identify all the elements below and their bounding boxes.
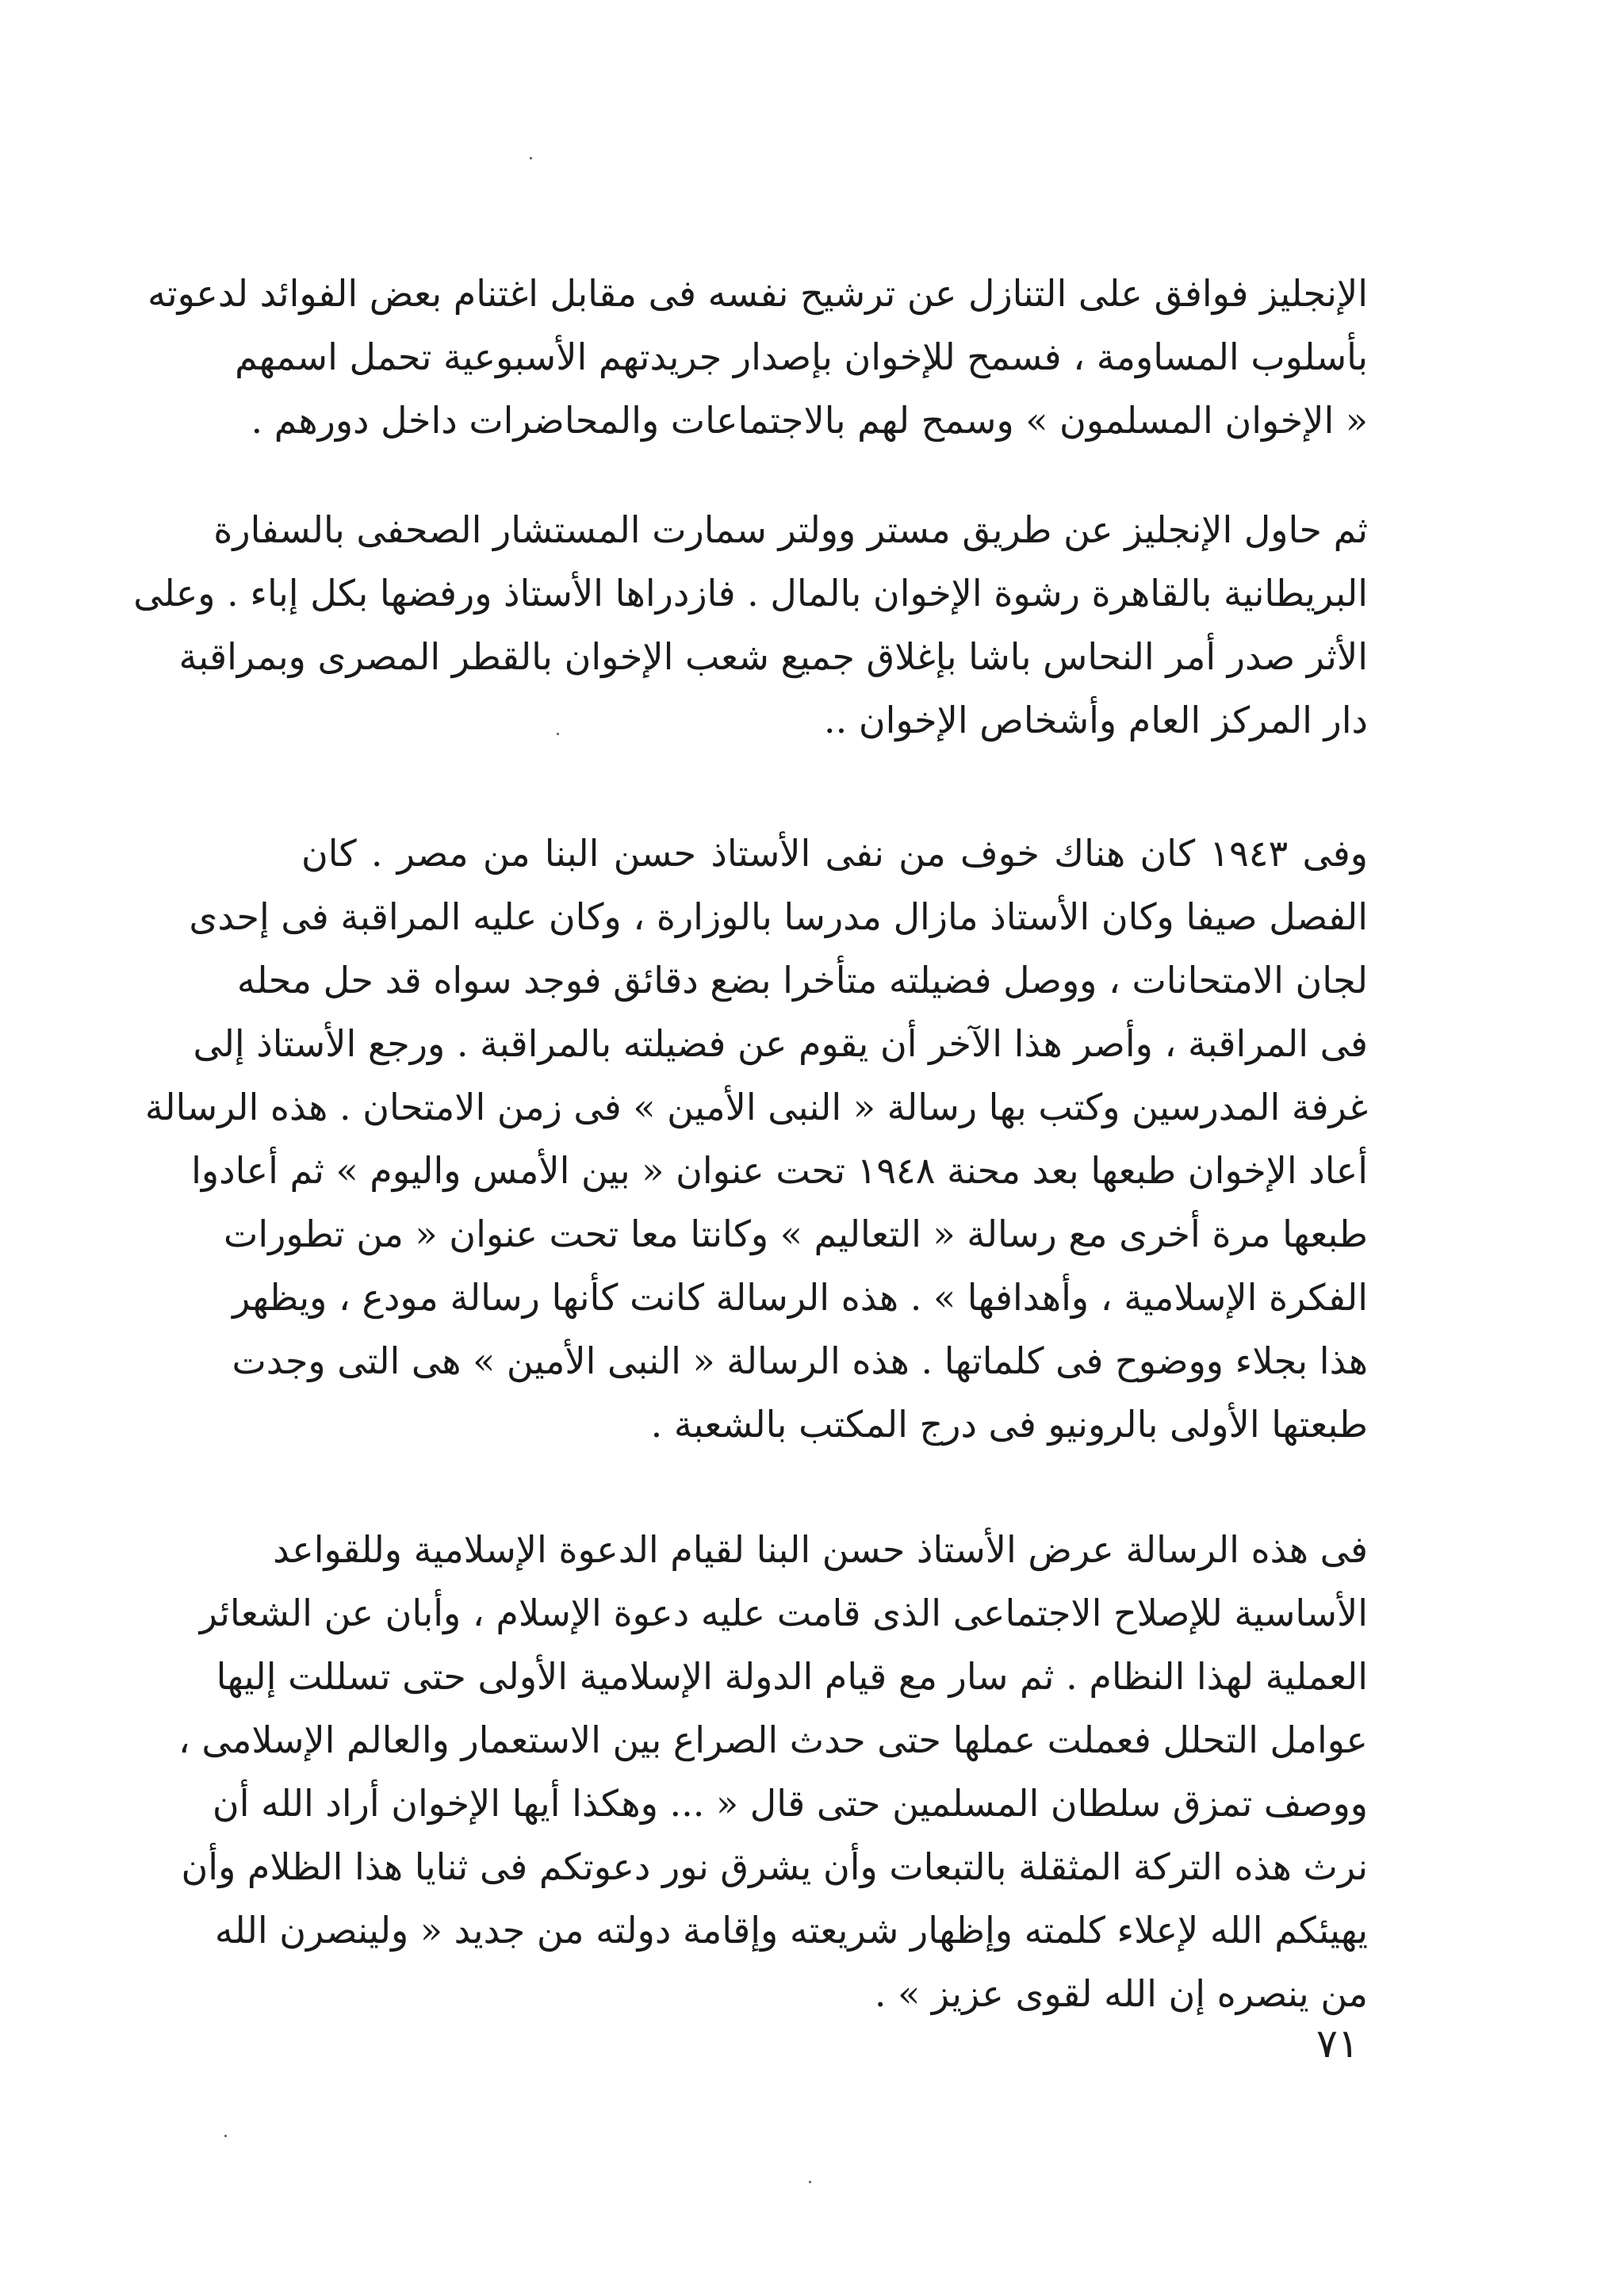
text-line: الأساسية للإصلاح الاجتماعى الذى قامت عليه دعوة الإسلام ، وأبان عن الشعائر	[199, 1592, 1368, 1634]
text-line: الإنجليز فوافق على التنازل عن ترشيح نفسه فى مقابل اغتنام بعض الفوائد لدعوته	[147, 272, 1368, 315]
page-body	[133, 262, 1368, 2025]
text-line: فى هذه الرسالة عرض الأستاذ حسن البنا لقيام الدعوة الإسلامية وللقواعد	[273, 1528, 1368, 1571]
text-line: أعاد الإخوان طبعها بعد محنة ١٩٤٨ تحت عنوان « بين الأمس واليوم » ثم أعادوا	[191, 1149, 1368, 1192]
scan-speck	[557, 733, 559, 735]
text-line: نرث هذه التركة المثقلة بالتبعات وأن يشرق نور دعوتكم فى ثنايا هذا الظلام وأن	[181, 1845, 1368, 1888]
text-line: وفى ١٩٤٣ كان هناك خوف من نفى الأستاذ حسن البنا من مصر . كان	[301, 832, 1368, 875]
text-line: بأسلوب المساومة ، فسمح للإخوان بإصدار جريدتهم الأسبوعية تحمل اسمهم	[235, 335, 1368, 378]
text-line: من ينصره إن الله لقوى عزيز » .	[874, 1972, 1368, 2015]
text-line: غرفة المدرسين وكتب بها رسالة « النبى الأمين » فى زمن الامتحان . هذه الرسالة	[144, 1086, 1368, 1128]
text-line: لجان الامتحانات ، ووصل فضيلته متأخرا بضع دقائق فوجد سواه قد حل محله	[236, 959, 1368, 1002]
text-line: العملية لهذا النظام . ثم سار مع قيام الدولة الإسلامية الأولى حتى تسللت إليها	[216, 1655, 1368, 1698]
text-line: فى المراقبة ، وأصر هذا الآخر أن يقوم عن فضيلته بالمراقبة . ورجع الأستاذ إلى	[193, 1022, 1368, 1065]
text-line: ثم حاول الإنجليز عن طريق مستر وولتر سمارت المستشار الصحفى بالسفارة	[213, 508, 1368, 551]
text-line: طبعتها الأولى بالرونيو فى درج المكتب بالشعبة .	[650, 1403, 1368, 1446]
paragraph-4	[178, 1518, 1368, 2025]
scan-speck	[530, 157, 532, 159]
text-line: هذا بجلاء ووضوح فى كلماتها . هذه الرسالة « النبى الأمين » هى التى وجدت	[232, 1339, 1368, 1382]
text-line: الفكرة الإسلامية ، وأهدافها » . هذه الرسالة كانت كأنها رسالة مودع ، ويظهر	[232, 1276, 1368, 1319]
text-line: الفصل صيفا وكان الأستاذ مازال مدرسا بالوزارة ، وكان عليه المراقبة فى إحدى	[189, 895, 1368, 938]
text-line: « الإخوان المسلمون » وسمح لهم بالاجتماعات والمحاضرات داخل دورهم .	[251, 399, 1368, 442]
scan-speck	[809, 2181, 811, 2183]
scan-speck	[224, 2135, 227, 2137]
page-number: ٧١	[1316, 2021, 1359, 2067]
text-line: عوامل التحلل فعملت عملها حتى حدث الصراع بين الاستعمار والعالم الإسلامى ،	[178, 1718, 1368, 1761]
paragraph-1	[147, 262, 1368, 452]
paragraph-2	[133, 498, 1368, 752]
text-line: دار المركز العام وأشخاص الإخوان ..	[823, 699, 1368, 741]
text-line: الأثر صدر أمر النحاس باشا بإغلاق جميع شعب الإخوان بالقطر المصرى وبمراقبة	[178, 635, 1368, 678]
text-line: ووصف تمزق سلطان المسلمين حتى قال « ... وهكذا أيها الإخوان أراد الله أن	[212, 1782, 1368, 1825]
text-line: البريطانية بالقاهرة رشوة الإخوان بالمال . فازدراها الأستاذ ورفضها بكل إباء . وعلى	[133, 572, 1368, 615]
text-line: يهيئكم الله لإعلاء كلمته وإظهار شريعته وإقامة دولته من جديد « ولينصرن الله	[214, 1909, 1368, 1952]
paragraph-3	[144, 822, 1368, 1456]
text-line: طبعها مرة أخرى مع رسالة « التعاليم » وكانتا معا تحت عنوان « من تطورات	[224, 1213, 1368, 1255]
